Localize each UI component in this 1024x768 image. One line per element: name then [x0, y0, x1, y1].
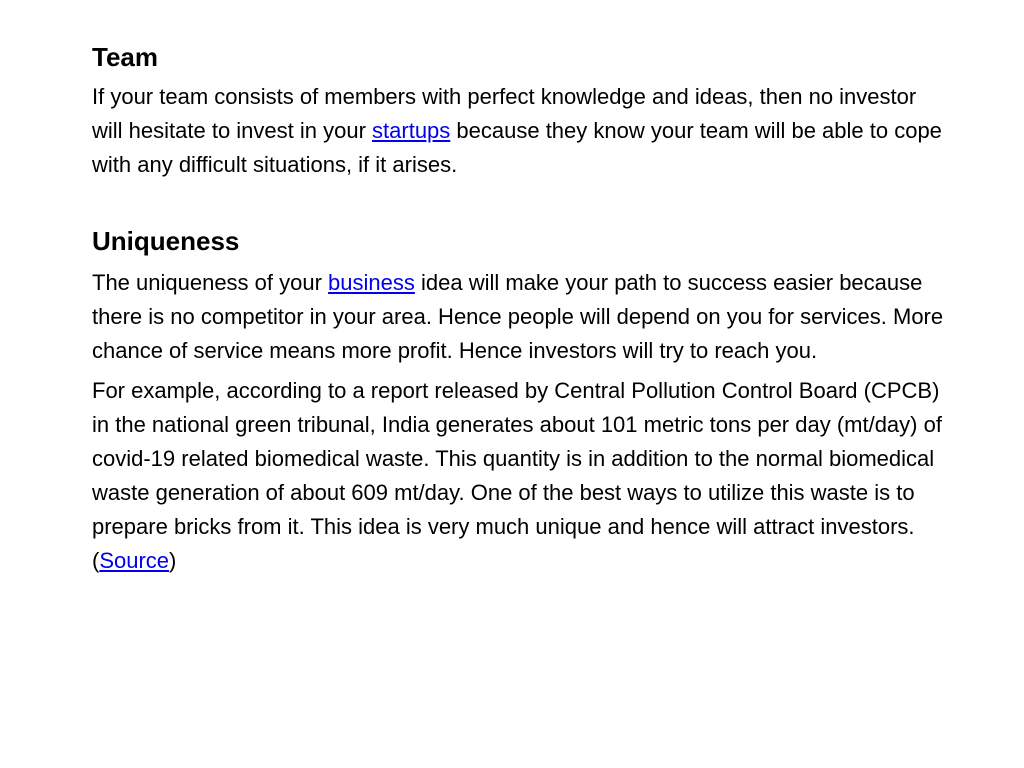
business-link[interactable]: business: [328, 270, 415, 295]
team-heading: Team: [92, 42, 158, 72]
startups-link[interactable]: startups: [372, 118, 451, 143]
uniqueness-p2-before-link: For example, according to a report released by Central Pollution Control Board (CPCB) in the national green tribunal, India generates about 101 metric tons per day (mt/day) of covid-19 related biomedical waste. This quantity is in addition to the normal biomedical waste generation of about 609 mt/day. One of the best ways to utilize this waste is to prepare bricks from it. This idea is very much unique and hence will attract investors. (: [92, 378, 942, 573]
uniqueness-heading: Uniqueness: [92, 226, 240, 256]
source-link[interactable]: Source: [99, 548, 170, 573]
uniqueness-p1-after-link: idea will make your path to success easier because there is no competitor in your area. Hence people will depend on you for services. More chance of service means more profit. Hence investors will try to reach you.: [92, 270, 944, 363]
team-section: [92, 38, 944, 182]
uniqueness-p1-before-link: The uniqueness of your: [92, 270, 329, 295]
uniqueness-p2-after-link: ): [169, 548, 177, 573]
uniqueness-paragraph-2: [92, 374, 944, 578]
uniqueness-section: [92, 222, 944, 578]
team-text-before-link: If your team consists of members with perfect knowledge and ideas, then no investor will hesitate to invest in your: [92, 84, 917, 143]
team-text-after-link: because they know your team will be able to cope with any difficult situations, if it arises.: [92, 118, 942, 177]
team-paragraph: [92, 80, 944, 182]
uniqueness-paragraph-1: [92, 266, 944, 368]
